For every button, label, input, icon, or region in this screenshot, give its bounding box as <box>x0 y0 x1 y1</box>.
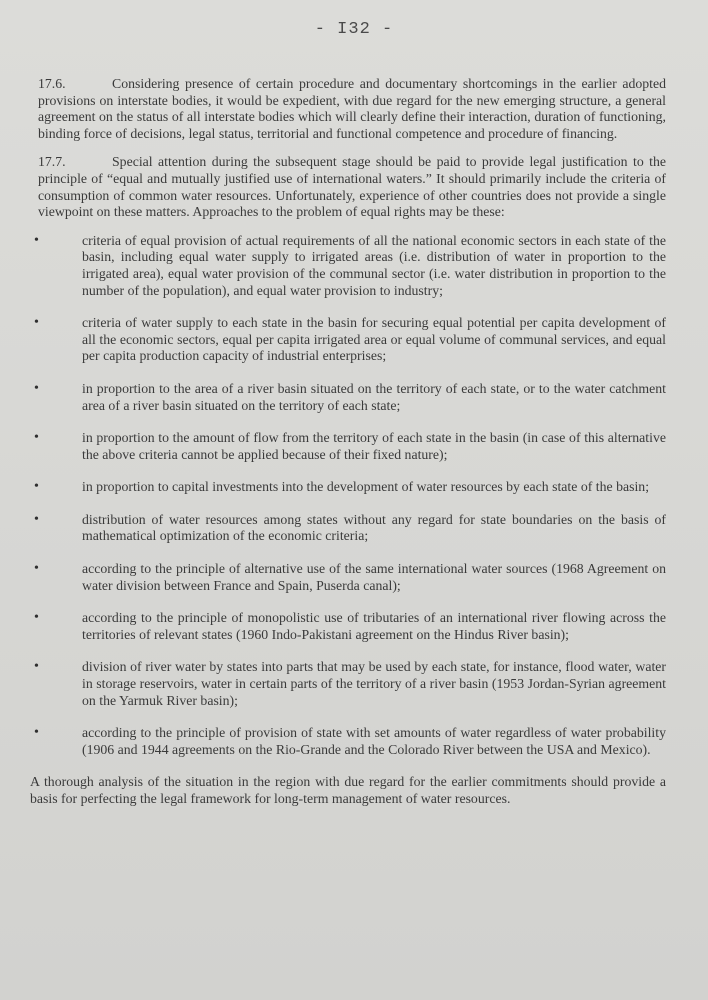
bullet-icon: • <box>34 380 39 396</box>
paragraph-number: 17.7. <box>38 154 66 170</box>
list-item <box>34 610 666 643</box>
bullet-icon: • <box>34 610 39 626</box>
list-item-text: criteria of equal provision of actual requirements of all the national economic sectors in each state of the basin, including equal water supply to irrigated areas (i.e. distribution of water in proportion to the irrigated area), equal water provision of the communal sector (i.e. water distribution in proportion to the number of the population), and equal water provision to industry; <box>82 232 666 298</box>
list-item-text: distribution of water resources among states without any regard for state boundaries on the basis of mathematical optimization of the economic criteria; <box>82 511 666 544</box>
paragraph-17-7 <box>38 154 666 220</box>
page-content <box>30 76 666 808</box>
list-item <box>34 430 666 463</box>
list-item-text: division of river water by states into parts that may be used by each state, for instance, flood water, water in storage reservoirs, water in certain parts of the territory of a river basin (1953 Jordan-Syrian agreement on the Yarmuk River basin); <box>82 659 666 708</box>
bullet-icon: • <box>34 430 39 446</box>
bullet-icon: • <box>34 315 39 331</box>
list-item-text: according to the principle of provision of state with set amounts of water regardless of water probability (1906 and 1944 agreements on the Rio-Grande and the Colorado River between the USA and Mexico). <box>82 725 666 757</box>
closing-paragraph: A thorough analysis of the situation in the region with due regard for the earlier commitments should provide a basis for perfecting the legal framework for long-term management of water resources. <box>30 774 666 806</box>
bullet-icon: • <box>34 561 39 577</box>
list-item <box>34 315 666 365</box>
bullet-icon: • <box>34 659 39 675</box>
list-item <box>34 511 666 545</box>
paragraph-number: 17.6. <box>38 76 66 91</box>
page-number: - I32 - <box>314 20 394 39</box>
bullet-icon: • <box>34 511 39 527</box>
approaches-list <box>34 232 666 759</box>
list-item-text: in proportion to capital investments into the development of water resources by each state of the basin; <box>82 479 650 495</box>
list-item-text: in proportion to the amount of flow from the territory of each state in the basin (in case of this alternative the above criteria cannot be applied because of their fixed nature); <box>82 430 666 462</box>
list-item <box>34 561 666 594</box>
paragraph-text: Special attention during the subsequent stage should be paid to provide legal justification to the principle of “equal and mutually justified use of international waters.” It should primarily include the criteria of consumption of common water resources. Unfortunately, experience of other countries does not provide a single viewpoint on these matters. Approaches to the problem of equal rights may be these: <box>38 154 666 220</box>
bullet-icon: • <box>34 232 39 248</box>
list-item-text: in proportion to the area of a river basin situated on the territory of each state, or to the water catchment area of a river basin situated on the territory of each state; <box>82 380 666 413</box>
list-item-text: criteria of water supply to each state in the basin for securing equal potential per capita development of all the economic sectors, equal per capita irrigated area or equal volume of communal services, and equal per capita production capacity of industrial enterprises; <box>82 315 666 364</box>
paragraph-17-6 <box>38 76 666 142</box>
list-item <box>34 725 666 758</box>
bullet-icon: • <box>34 725 39 741</box>
paragraph-text: Considering presence of certain procedure and documentary shortcomings in the earlier adopted provisions on interstate bodies, it would be expedient, with due regard for the new emerging structure, a general agreement on the status of all interstate bodies which will clearly define their interaction, duration of functioning, binding force of decisions, legal status, territorial and functional competence and procedure of financing. <box>38 76 666 141</box>
list-item <box>34 232 666 299</box>
list-item <box>34 659 666 709</box>
list-item-text: according to the principle of monopolistic use of tributaries of an international river flowing across the territories of relevant states (1960 Indo-Pakistani agreement on the Hindus River basin); <box>82 610 666 642</box>
bullet-icon: • <box>34 479 39 495</box>
list-item <box>34 479 666 496</box>
list-item-text: according to the principle of alternative use of the same international water sources (1968 Agreement on water division between France and Spain, Puserda canal); <box>82 561 666 593</box>
list-item <box>34 380 666 414</box>
